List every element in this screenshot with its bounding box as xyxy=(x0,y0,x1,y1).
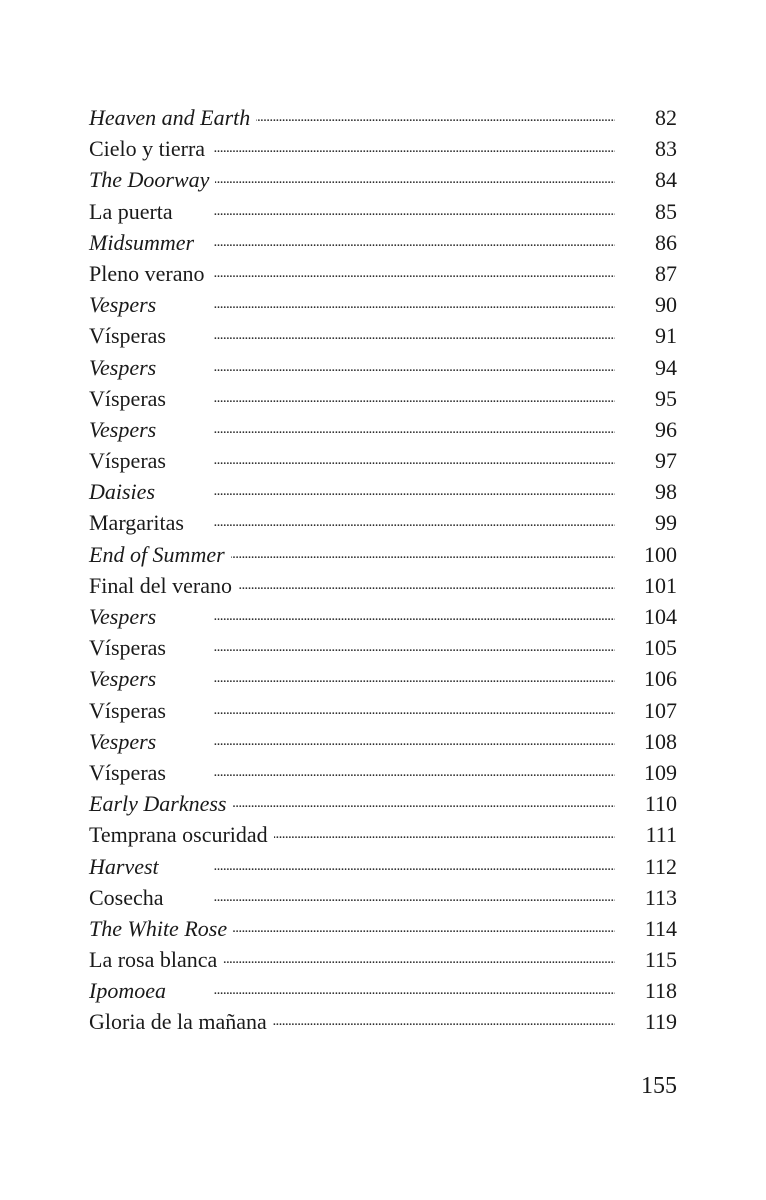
dot-leader xyxy=(89,601,615,632)
toc-entry[interactable] xyxy=(89,726,677,757)
toc-entry[interactable] xyxy=(89,913,677,944)
dot-leader xyxy=(89,663,615,694)
toc-entry-title: Margaritas xyxy=(89,510,184,536)
dot-leader xyxy=(89,851,615,882)
toc-entry[interactable] xyxy=(89,632,677,663)
toc-entry[interactable] xyxy=(89,663,677,694)
toc-entry[interactable] xyxy=(89,1006,677,1037)
toc-entry-page-number: 107 xyxy=(644,697,677,723)
toc-entry[interactable] xyxy=(89,570,677,601)
toc-entry-title: Vísperas xyxy=(89,385,166,411)
toc-entry-page-number: 111 xyxy=(645,822,677,848)
toc-entry-page-number: 119 xyxy=(644,1009,677,1035)
toc-entry-page-number: 97 xyxy=(655,448,677,474)
toc-entry[interactable] xyxy=(89,414,677,445)
toc-entry[interactable] xyxy=(89,258,677,289)
toc-entry-page-number: 85 xyxy=(655,198,677,224)
toc-entry[interactable] xyxy=(89,851,677,882)
toc-entry[interactable] xyxy=(89,383,677,414)
toc-entry-title: Final del verano xyxy=(89,572,232,598)
toc-entry-page-number: 110 xyxy=(644,791,677,817)
toc-entry-title: Vespers xyxy=(89,354,157,380)
dot-leader xyxy=(89,352,615,383)
toc-entry[interactable] xyxy=(89,819,677,850)
toc-entry-page-number: 113 xyxy=(644,884,677,910)
toc-entry[interactable] xyxy=(89,352,677,383)
toc-entry-page-number: 104 xyxy=(644,604,677,629)
toc-entry[interactable] xyxy=(89,227,677,258)
toc-entry-title: Vísperas xyxy=(89,759,166,785)
toc-entry-title: Vespers xyxy=(89,604,157,629)
toc-entry-page-number: 106 xyxy=(644,666,677,692)
toc-entry[interactable] xyxy=(89,476,677,507)
toc-entry-title: Cielo y tierra xyxy=(89,136,206,162)
toc-entry-page-number: 86 xyxy=(655,229,677,255)
toc-entry[interactable] xyxy=(89,196,677,227)
toc-entry-page-number: 100 xyxy=(644,541,677,567)
toc-entry-page-number: 99 xyxy=(655,510,677,536)
toc-entry[interactable] xyxy=(89,289,677,320)
dot-leader xyxy=(89,726,615,757)
toc-entry-title: Vespers xyxy=(89,666,157,692)
toc-entry-title: Vísperas xyxy=(89,697,166,723)
toc-entry-page-number: 108 xyxy=(644,728,677,754)
toc-entry-title: Ipomoea xyxy=(89,978,166,1004)
toc-entry-page-number: 95 xyxy=(655,385,677,411)
page-number: 155 xyxy=(641,1073,677,1099)
toc-entry[interactable] xyxy=(89,788,677,819)
dot-leader xyxy=(89,289,615,320)
toc-entry-page-number: 115 xyxy=(644,947,677,973)
dot-leader xyxy=(89,414,615,445)
toc-entry[interactable] xyxy=(89,882,677,913)
toc-entry[interactable] xyxy=(89,601,677,632)
toc-entry-page-number: 84 xyxy=(655,167,677,193)
toc-entry-page-number: 83 xyxy=(655,136,677,162)
toc-entry[interactable] xyxy=(89,164,677,195)
toc-entry-page-number: 94 xyxy=(655,354,677,380)
toc-entry-title: La rosa blanca xyxy=(89,947,218,973)
toc-entry[interactable] xyxy=(89,695,677,726)
toc-entry-title: Daisies xyxy=(89,479,155,505)
toc-entry-title: Temprana oscuridad xyxy=(89,822,268,848)
table-of-contents xyxy=(89,102,677,1038)
toc-entry-title: Heaven and Earth xyxy=(89,105,251,130)
toc-entry-title: Vísperas xyxy=(89,323,166,349)
toc-entry[interactable] xyxy=(89,944,677,975)
toc-entry-page-number: 114 xyxy=(644,915,677,941)
toc-entry-title: Vespers xyxy=(89,292,157,318)
toc-entry-page-number: 105 xyxy=(644,635,677,661)
toc-entry-title: Early Darkness xyxy=(89,791,227,817)
toc-entry-title: La puerta xyxy=(89,198,173,224)
toc-entry[interactable] xyxy=(89,975,677,1006)
dot-leader xyxy=(89,476,615,507)
toc-entry[interactable] xyxy=(89,507,677,538)
toc-entry-page-number: 112 xyxy=(644,853,677,879)
toc-entry[interactable] xyxy=(89,445,677,476)
toc-entry[interactable] xyxy=(89,102,677,133)
toc-entry-title: The Doorway xyxy=(89,167,210,193)
toc-entry-title: Cosecha xyxy=(89,884,164,910)
toc-entry-page-number: 82 xyxy=(655,105,677,130)
toc-entry-title: End of Summer xyxy=(89,541,225,567)
toc-entry-page-number: 91 xyxy=(655,323,677,349)
toc-entry[interactable] xyxy=(89,320,677,351)
toc-entry-title: Midsummer xyxy=(89,229,195,255)
toc-entry-title: Vespers xyxy=(89,416,157,442)
toc-entry-page-number: 109 xyxy=(644,759,677,785)
toc-entry[interactable] xyxy=(89,133,677,164)
toc-entry-page-number: 118 xyxy=(644,978,677,1004)
toc-entry-title: Vísperas xyxy=(89,635,166,661)
toc-entry-page-number: 96 xyxy=(655,416,677,442)
toc-entry[interactable] xyxy=(89,757,677,788)
toc-entry-title: Gloria de la mañana xyxy=(89,1009,267,1035)
toc-entry-title: The White Rose xyxy=(89,915,228,941)
toc-entry-page-number: 98 xyxy=(655,479,677,505)
toc-entry-title: Pleno verano xyxy=(89,260,205,286)
toc-entry-title: Vespers xyxy=(89,728,157,754)
toc-entry-page-number: 87 xyxy=(655,260,677,286)
toc-entry-title: Vísperas xyxy=(89,448,166,474)
toc-entry-title: Harvest xyxy=(89,853,159,879)
toc-entry[interactable] xyxy=(89,539,677,570)
toc-entry-page-number: 90 xyxy=(655,292,677,318)
toc-entry-page-number: 101 xyxy=(644,572,677,598)
